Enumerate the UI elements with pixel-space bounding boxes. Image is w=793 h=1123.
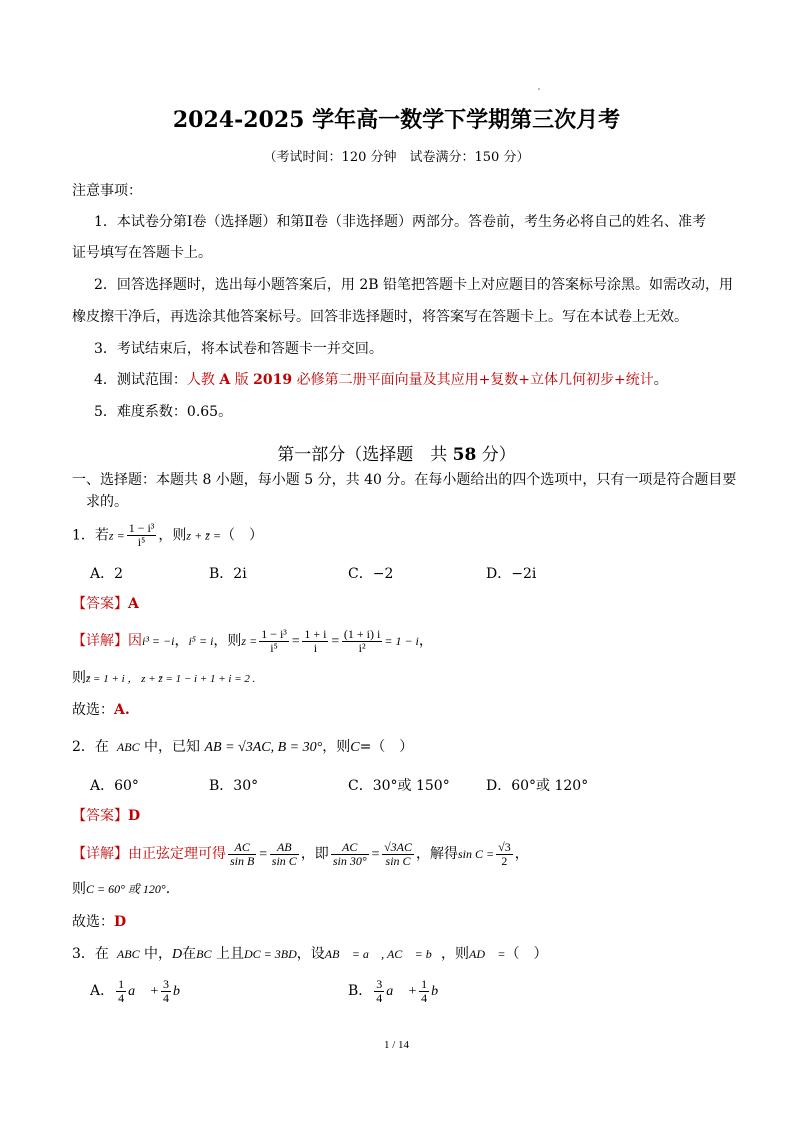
question-3-option-a: A． $\frac{1}{4}$ a⃗ + $\frac{3}{4}$ b⃗ [90, 976, 191, 1005]
question-1-option-b: B．2i [209, 566, 247, 582]
notice-item-1-line-1: 1．本试卷分第Ⅰ卷（选择题）和第Ⅱ卷（非选择题）两部分。答卷前，考生务必将自己的姓名、准考 [94, 214, 706, 230]
notice-item-2-line-1: 2．回答选择题时，选出每小题答案后，用 2B 铅笔把答题卡上对应题目的答案标号涂黑。如需改动，用 [94, 277, 734, 293]
question-2-answer: 【答案】D [72, 808, 141, 824]
section-title: 第一部分（选择题 共 58 分） [277, 445, 516, 465]
section-intro-line-1: 一、选择题：本题共 8 小题，每小题 5 分，共 40 分。在每小题给出的四个选项中，只有一项是符合题目要 [72, 472, 737, 488]
scan-dot [538, 88, 540, 90]
question-1-detail: 【详解】因i³ = −i，i⁵ = i，则z = $\frac{\text{1 − i³}}{\text{i⁵}}$ = $\frac{1 + i}{i}$ = $\frac{(1 + i) i}{\text{i²}}$ = 1 − i， [72, 626, 433, 655]
notice-heading: 注意事项： [72, 183, 142, 199]
question-1-option-c: C．−2 [348, 566, 394, 582]
question-1-stem: 1．若z = $\frac{\text{1 − i³}}{\text{i⁵}}$ ，则z + z̄ =（ ） [72, 521, 263, 549]
question-3-stem: 3．在 ABC 中，D在BC 上且DC = 3BD，设AB⃗ = a⃗ , AC⃗ = b⃗，则AD⃗ =（ ） [72, 946, 548, 962]
notice-item-4-prefix: 4．测试范围： [94, 372, 187, 388]
notice-item-3: 3．考试结束后，将本试卷和答题卡一并交回。 [94, 341, 383, 357]
notice-item-4: 4．测试范围：人教 A 版 2019 必修第二册平面向量及其应用+复数+立体几何初步+统计。 [94, 372, 668, 388]
question-1-option-a: A．2 [90, 566, 124, 582]
question-2-option-c: C．30°或 150° [348, 778, 450, 794]
notice-item-5: 5．难度系数：0.65。 [94, 404, 233, 420]
question-2-option-b: B．30° [209, 778, 259, 794]
question-3-option-b: B． $\frac{3}{4}$ a⃗ + $\frac{1}{4}$ b⃗ [348, 976, 450, 1005]
section-intro-line-2: 求的。 [86, 494, 128, 510]
page-number: 1 / 14 [383, 1039, 410, 1051]
question-1-answer: 【答案】A [72, 596, 139, 612]
detail-tag: 【详解】 [72, 633, 128, 649]
test-scope-text: 人教 A 版 2019 必修第二册平面向量及其应用+复数+立体几何初步+统计 [186, 372, 654, 388]
question-1-choose: 故选：A. [72, 702, 130, 718]
notice-item-1-line-2: 证号填写在答题卡上。 [72, 245, 212, 261]
notice-item-2-line-2: 橡皮擦干净后，再选涂其他答案标号。回答非选择题时，将答案写在答题卡上。写在本试卷上无效。 [72, 309, 688, 325]
detail-tag: 【详解】 [72, 846, 128, 862]
question-2-stem: 2．在 ABC 中，已知 AB = √3AC, B = 30°，则C=（ ） [72, 739, 414, 755]
question-2-option-a: A．60° [90, 778, 139, 794]
question-2-detail-line-2: 则C = 60° 或 120°. [72, 881, 171, 897]
question-2-option-d: D．60°或 120° [486, 778, 589, 794]
exam-info: （考试时间：120 分钟 试卷满分：150 分） [263, 150, 530, 165]
question-1-option-d: D．−2i [486, 566, 537, 582]
question-2-detail: 【详解】由正弦定理可得 $\frac{AC}{\text{sin B}}$ = $\frac{AB}{\text{sin C}}$ ，即 $\frac{AC}{\sin 30^\circ}$ = $\frac{√3AC}{\text{sin C}}$ ，解得sin C = $\frac{√3}{2}$ ， [72, 839, 529, 868]
question-1-detail-line-2: 则z̄ = 1 + i ， z + z̄ = 1 − i + 1 + i = 2 . [72, 670, 256, 686]
question-2-choose: 故选：D [72, 914, 127, 930]
page-title: 2024-2025 学年高一数学下学期第三次月考 [172, 107, 621, 133]
